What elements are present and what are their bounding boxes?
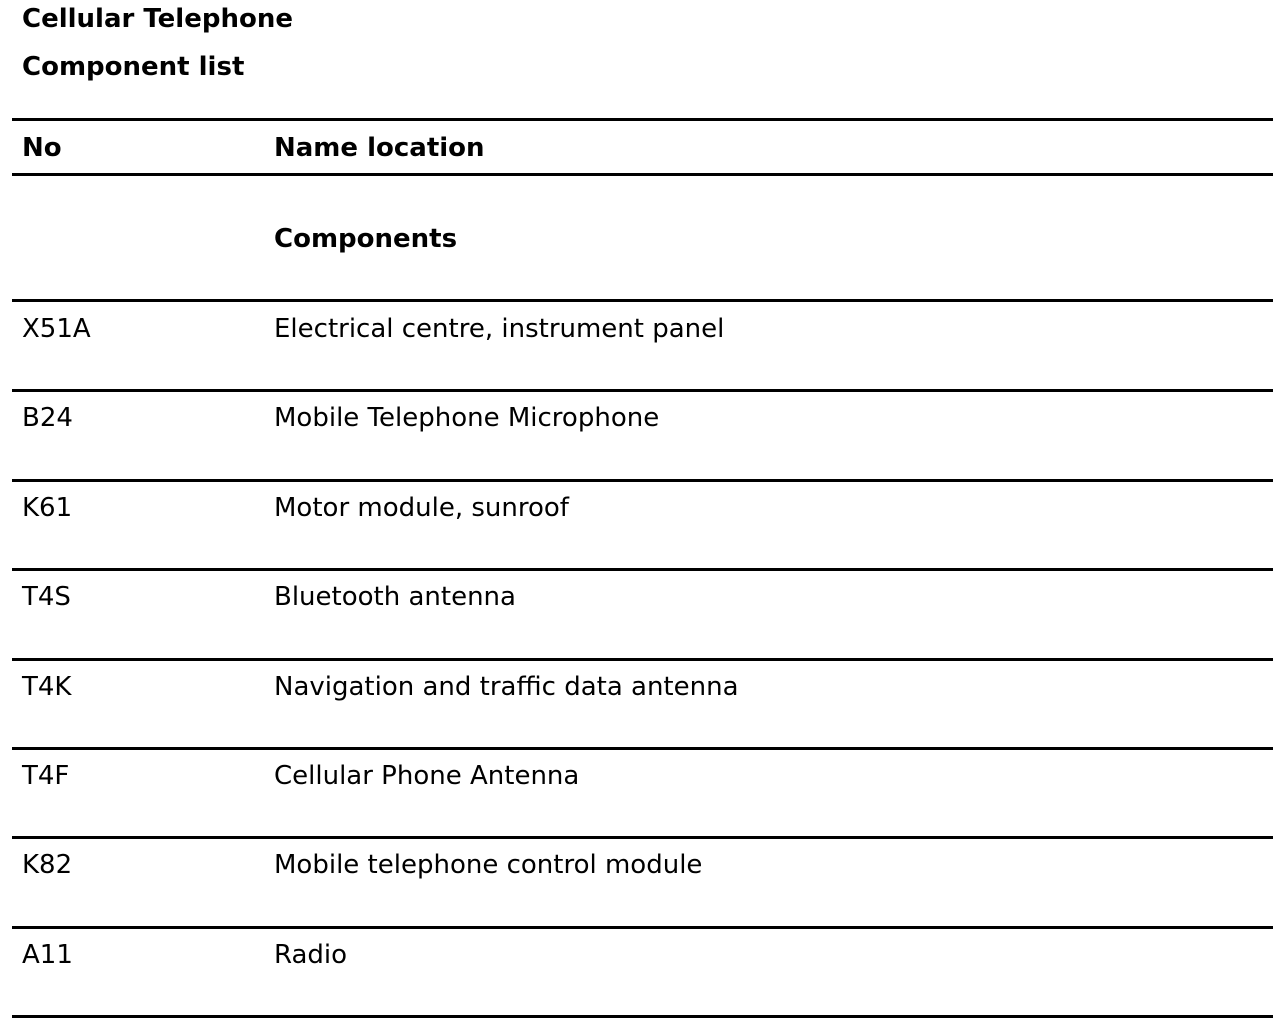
- row-no: T4S: [22, 582, 71, 612]
- row-divider: [12, 836, 1273, 839]
- row-divider: [12, 479, 1273, 482]
- row-name: Mobile telephone control module: [274, 850, 703, 880]
- row-divider: [12, 568, 1273, 571]
- row-no: K82: [22, 850, 73, 880]
- row-no: X51A: [22, 314, 91, 344]
- row-name: Navigation and traffic data antenna: [274, 672, 739, 702]
- row-name: Mobile Telephone Microphone: [274, 403, 660, 433]
- row-name: Radio: [274, 940, 348, 970]
- header-bottom-rule: [12, 173, 1273, 176]
- section-label: Components: [274, 224, 458, 254]
- row-name: Electrical centre, instrument panel: [274, 314, 725, 344]
- row-no: A11: [22, 940, 73, 970]
- row-divider: [12, 389, 1273, 392]
- row-divider: [12, 747, 1273, 750]
- row-no: T4F: [22, 761, 70, 791]
- row-no: B24: [22, 403, 73, 433]
- row-name: Cellular Phone Antenna: [274, 761, 580, 791]
- row-divider: [12, 658, 1273, 661]
- page-subtitle: Component list: [22, 52, 245, 82]
- row-divider: [12, 926, 1273, 929]
- header-name-location: Name location: [274, 133, 485, 163]
- row-divider: [12, 299, 1273, 302]
- row-name: Motor module, sunroof: [274, 493, 569, 523]
- header-no: No: [22, 133, 62, 163]
- row-name: Bluetooth antenna: [274, 582, 516, 612]
- table-top-rule: [12, 118, 1273, 121]
- row-no: T4K: [22, 672, 72, 702]
- row-no: K61: [22, 493, 73, 523]
- page-title: Cellular Telephone: [22, 4, 293, 34]
- table-bottom-rule: [12, 1015, 1273, 1018]
